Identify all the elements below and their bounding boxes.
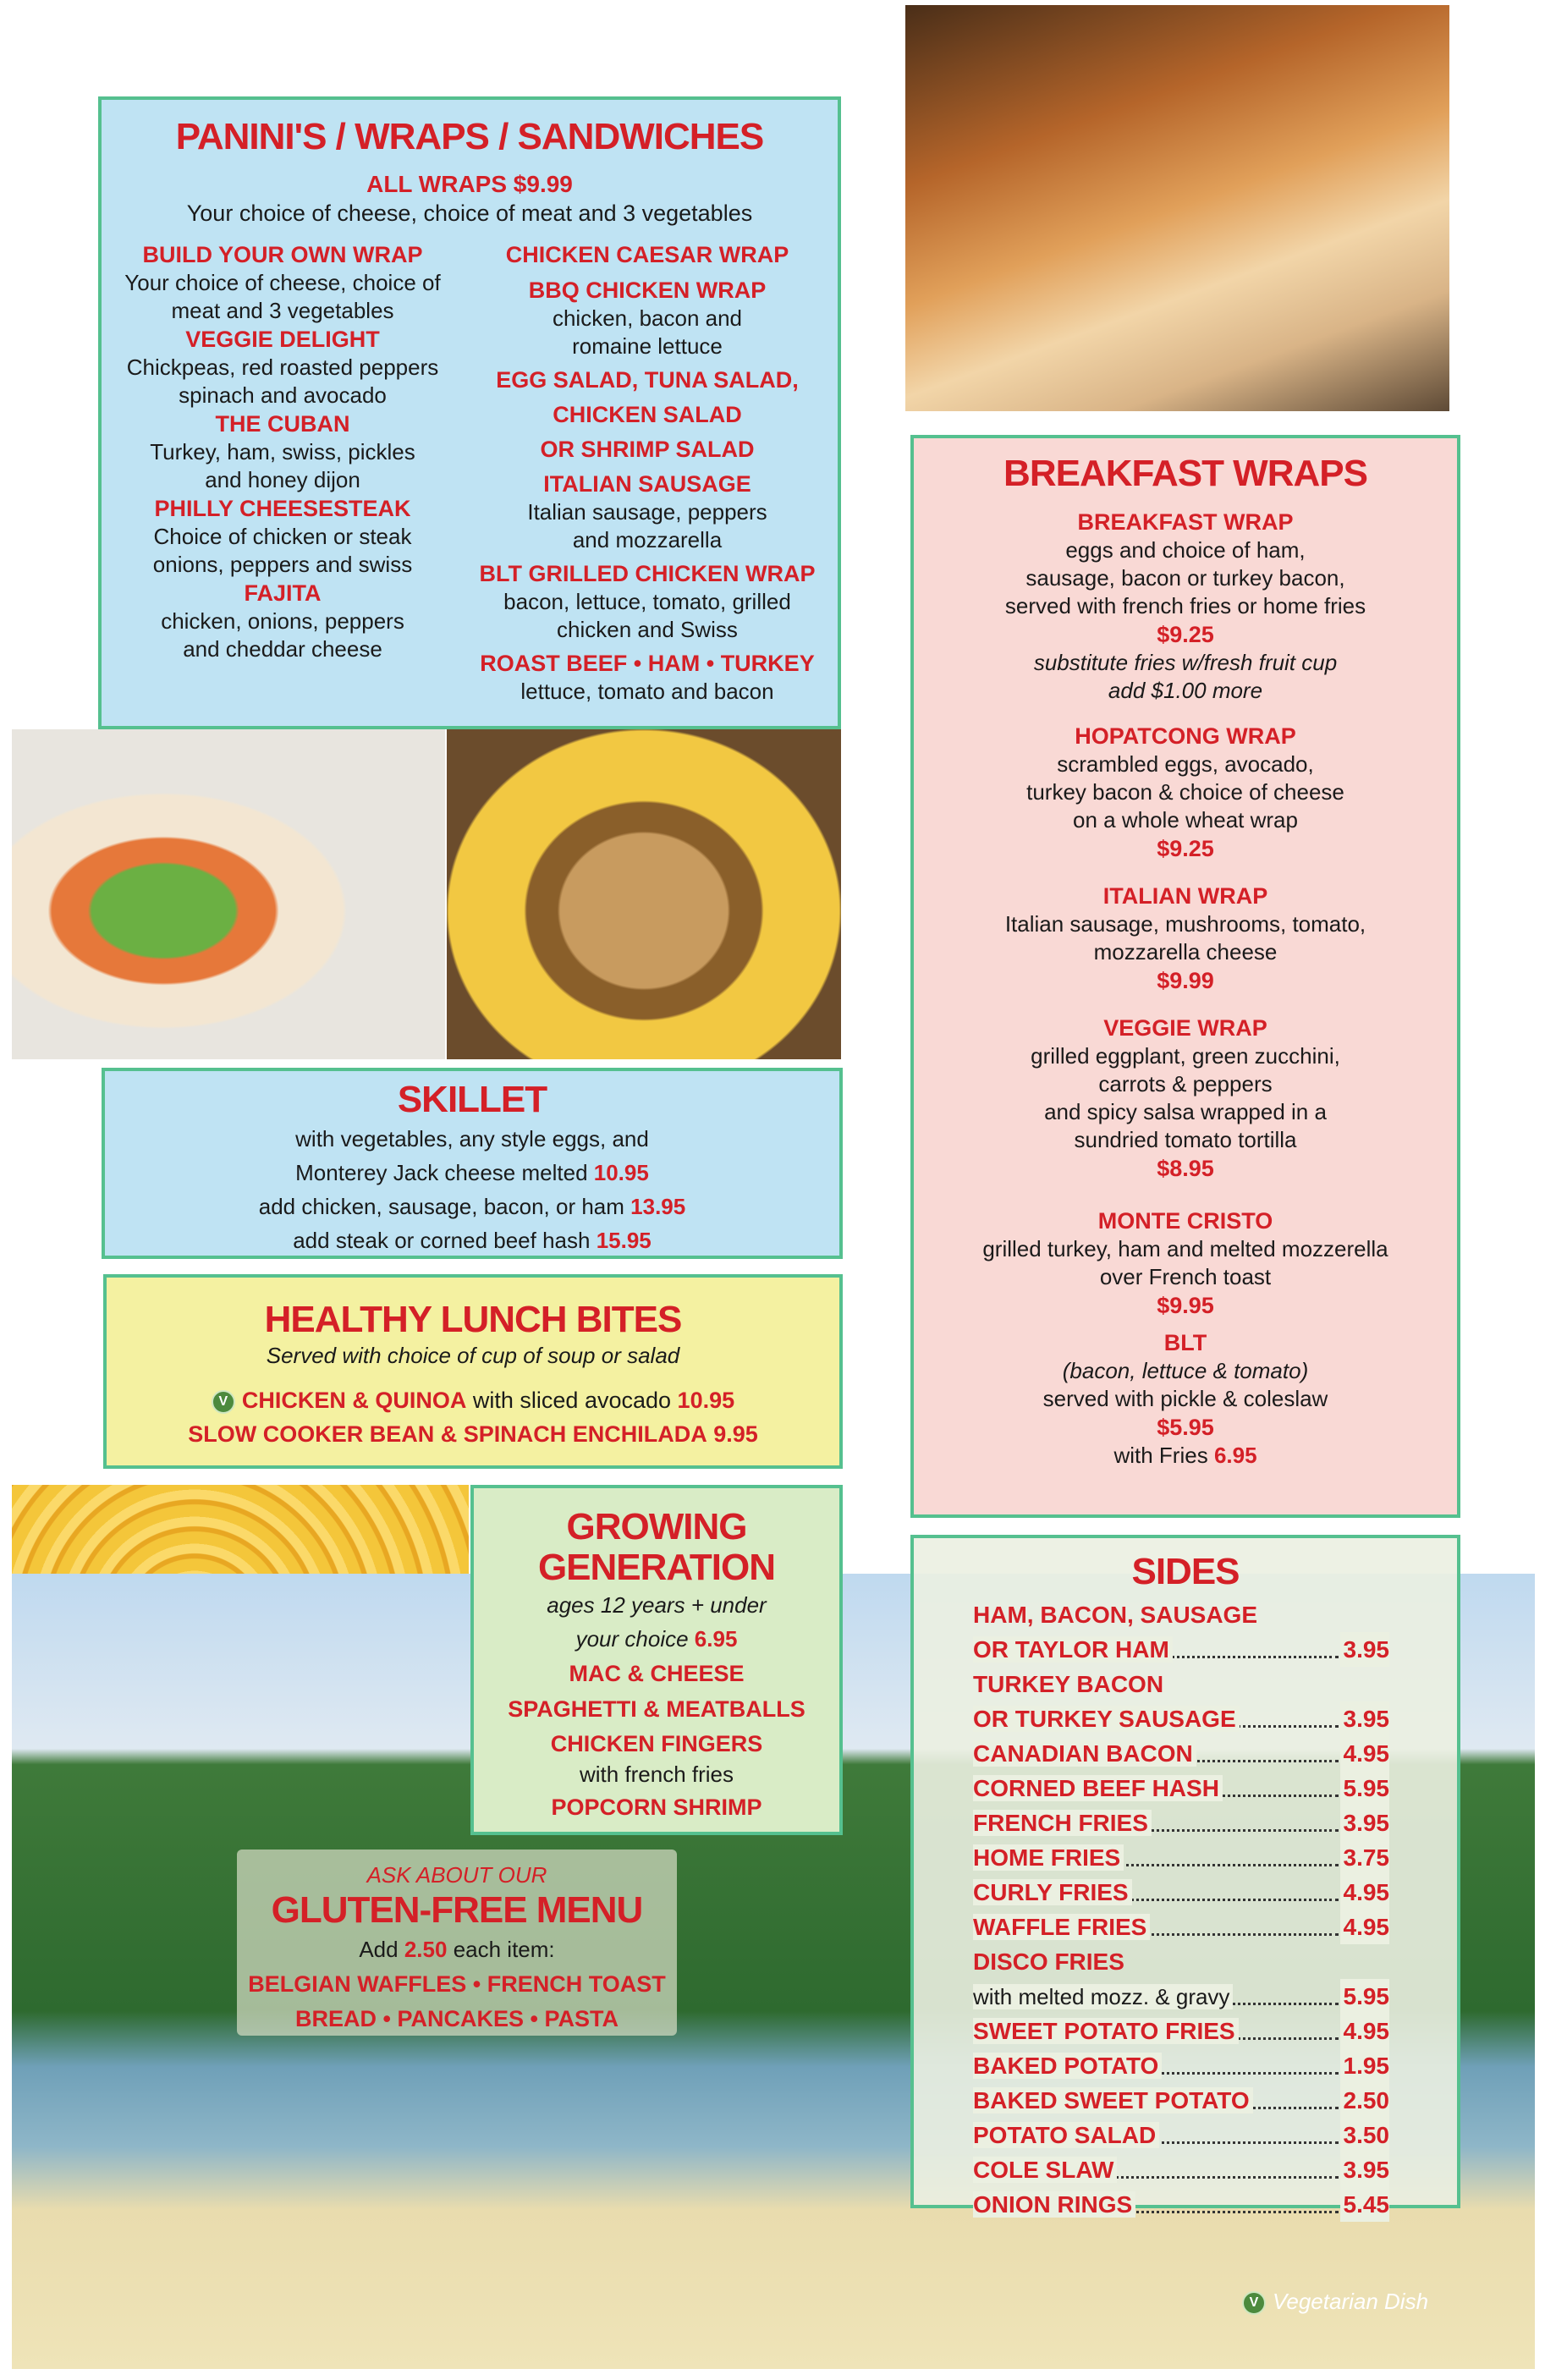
breakfast-wraps-panel — [910, 435, 1460, 1518]
healthy-item-2: SLOW COOKER BEAN & SPINACH ENCHILADA 9.95 — [188, 1421, 758, 1447]
side-item-price: 3.50 — [1340, 2118, 1390, 2152]
menu-item: BREAKFAST WRAP eggs and choice of ham, sausage, bacon or turkey bacon, served with french fries or home fries $9.25 substitute fries w/fresh fruit cup add $1.00 more — [1004, 509, 1366, 703]
menu-item: VEGGIE DELIGHT Chickpeas, red roasted peppers spinach and avocado — [126, 327, 439, 408]
all-wraps-price: ALL WRAPS $9.99 — [366, 171, 573, 197]
menu-item-title: CHICKEN CAESAR WRAP — [505, 242, 789, 267]
side-item — [973, 1979, 1389, 2014]
menu-item: BUILD YOUR OWN WRAP Your choice of cheese, choice of meat and 3 vegetables — [124, 242, 441, 323]
menu-item: BLT (bacon, lettuce & tomato) served with pickle & coleslaw $5.95 with Fries 6.95 — [1042, 1330, 1328, 1468]
menu-item: ITALIAN WRAP Italian sausage, mushrooms, tomato, mozzarella cheese $9.99 — [1004, 883, 1366, 993]
side-item-name: CURLY FRIES — [973, 1879, 1132, 1905]
side-item-price: 4.95 — [1340, 2014, 1390, 2048]
menu-item: PHILLY CHEESESTEAK Choice of chicken or steak onions, peppers and swiss — [152, 496, 413, 577]
side-item-price: 3.95 — [1340, 1632, 1390, 1667]
side-item-name: BAKED POTATO — [973, 2053, 1162, 2079]
side-item-name: with melted mozz. & gravy — [973, 1984, 1233, 2009]
side-item-price: 5.95 — [1340, 1979, 1390, 2014]
all-wraps-desc: Your choice of cheese, choice of meat and 3 vegetables — [186, 201, 753, 226]
panini-right-column: CHICKEN CAESAR WRAP BBQ CHICKEN WRAP chicken, bacon and romaine lettuce EGG SALAD, TUNA SALAD, CHICKEN SALAD OR SHRIMP SALAD ITALIAN SAUSAGE Italian sausage, peppers and mozzarella BLT GRILLED CHICKEN WRAP bacon, lettuce, tomato, grilled chicken and Swiss ROAST BEEF • HAM • TURKEY lettuce, tomato and bacon — [457, 240, 838, 706]
gluten-free-panel: ASK ABOUT OUR GLUTEN-FREE MENU Add 2.50 each item: BELGIAN WAFFLES • FRENCH TOAST BREAD • PANCAKES • PASTA — [237, 1850, 677, 2036]
vegetarian-icon: V — [1242, 2291, 1266, 2315]
side-item-name: SWEET POTATO FRIES — [973, 2018, 1239, 2044]
menu-item: VEGGIE WRAP grilled eggplant, green zucchini, carrots & peppers and spicy salsa wrapped in a sundried tomato tortilla $8.95 — [1031, 1015, 1340, 1181]
side-item — [973, 1632, 1389, 1667]
side-item-price: 4.95 — [1340, 1736, 1390, 1771]
menu-item-title: BLT GRILLED CHICKEN WRAP — [479, 561, 816, 586]
side-item — [973, 1736, 1389, 1771]
side-item-price: 3.75 — [1340, 1840, 1390, 1875]
menu-item-title: EGG SALAD, TUNA SALAD, — [496, 367, 799, 393]
side-item-name: COLE SLAW — [973, 2157, 1117, 2183]
side-item — [973, 2152, 1389, 2187]
side-item — [973, 2014, 1389, 2048]
side-item-price: 3.95 — [1340, 1701, 1390, 1736]
skillet-title: SKILLET — [397, 1079, 547, 1120]
menu-item-title: ROAST BEEF • HAM • TURKEY — [480, 651, 815, 676]
side-item-name: FRENCH FRIES — [973, 1810, 1152, 1836]
menu-item: MONTE CRISTO grilled turkey, ham and melted mozzerella over French toast $9.95 — [982, 1208, 1388, 1318]
side-item-price: 4.95 — [1340, 1875, 1390, 1910]
side-item-price: 1.95 — [1340, 2048, 1390, 2083]
side-item — [973, 2048, 1389, 2083]
side-item-prefix: TURKEY BACON — [973, 1671, 1164, 1697]
menu-item-title: OR SHRIMP SALAD — [540, 437, 755, 462]
side-item — [973, 1840, 1389, 1875]
side-item — [973, 2118, 1389, 2152]
sides-title: SIDES — [1131, 1551, 1240, 1592]
side-item-name: OR TAYLOR HAM — [973, 1636, 1173, 1663]
side-item-prefix: HAM, BACON, SAUSAGE — [973, 1602, 1258, 1628]
menu-item: FAJITA chicken, onions, peppers and cheddar cheese — [161, 580, 404, 662]
side-item — [973, 2187, 1389, 2222]
side-item-name: BAKED SWEET POTATO — [973, 2087, 1253, 2113]
breakfast-title: BREAKFAST WRAPS — [1003, 453, 1367, 494]
menu-item-title: BBQ CHICKEN WRAP — [528, 278, 767, 303]
growing-generation-panel: GROWING GENERATION ages 12 years + under your choice 6.95 MAC & CHEESE SPAGHETTI & MEATBALLS CHICKEN FINGERS with french fries POPCORN SHRIMP — [470, 1485, 843, 1835]
sides-list — [973, 1597, 1389, 2218]
side-item-prefix: DISCO FRIES — [973, 1949, 1124, 1975]
healthy-item-1: V CHICKEN & QUINOA with sliced avocado 10.95 — [107, 1383, 839, 1417]
side-item-name: CORNED BEEF HASH — [973, 1775, 1223, 1801]
side-item-name: OR TURKEY SAUSAGE — [973, 1706, 1240, 1732]
side-item — [973, 1701, 1389, 1736]
side-item-price: 5.95 — [1340, 1771, 1390, 1806]
panini-title: PANINI'S / WRAPS / SANDWICHES — [175, 116, 764, 157]
menu-item-title: ITALIAN SAUSAGE — [543, 471, 751, 497]
side-item — [973, 2083, 1389, 2118]
side-item-price: 5.45 — [1340, 2187, 1390, 2222]
panini-left-column — [113, 240, 452, 663]
wrap-photo — [12, 729, 445, 1059]
side-item-price: 3.95 — [1340, 1806, 1390, 1840]
sides-panel — [910, 1535, 1460, 2218]
side-item — [973, 1806, 1389, 1840]
side-item-name: POTATO SALAD — [973, 2122, 1159, 2148]
menu-item-title: CHICKEN SALAD — [553, 402, 742, 427]
side-item-name: ONION RINGS — [973, 2191, 1135, 2218]
vegetarian-legend: V Vegetarian Dish — [1242, 2284, 1513, 2318]
side-item-name: HOME FRIES — [973, 1844, 1124, 1871]
menu-item: THE CUBAN Turkey, ham, swiss, pickles and honey dijon — [150, 411, 415, 492]
vegetarian-icon: V — [212, 1390, 235, 1414]
side-item-name: WAFFLE FRIES — [973, 1914, 1150, 1940]
menu-item: HOPATCONG WRAP scrambled eggs, avocado, turkey bacon & choice of cheese on a whole wheat wrap $9.25 — [1026, 723, 1344, 861]
healthy-title: HEALTHY LUNCH BITES — [264, 1299, 682, 1340]
skillet-panel: SKILLET with vegetables, any style eggs, and Monterey Jack cheese melted 10.95 add chicken, sausage, bacon, or ham 13.95 add steak or corned beef hash 15.95 — [102, 1068, 843, 1259]
side-item-price: 2.50 — [1340, 2083, 1390, 2118]
side-item-name: CANADIAN BACON — [973, 1740, 1196, 1767]
panini-photo — [905, 5, 1449, 411]
side-item-price: 4.95 — [1340, 1910, 1390, 1944]
side-item-price: 3.95 — [1340, 2152, 1390, 2187]
sandwich-photo — [447, 729, 841, 1059]
side-item — [973, 1771, 1389, 1806]
panini-wraps-sandwiches-panel — [98, 96, 841, 729]
side-item — [973, 1910, 1389, 1944]
side-item — [973, 1875, 1389, 1910]
healthy-lunch-bites-panel: HEALTHY LUNCH BITES Served with choice of cup of soup or salad V CHICKEN & QUINOA with sliced avocado 10.95 SLOW COOKER BEAN & SPINACH ENCHILADA 9.95 — [103, 1274, 843, 1469]
